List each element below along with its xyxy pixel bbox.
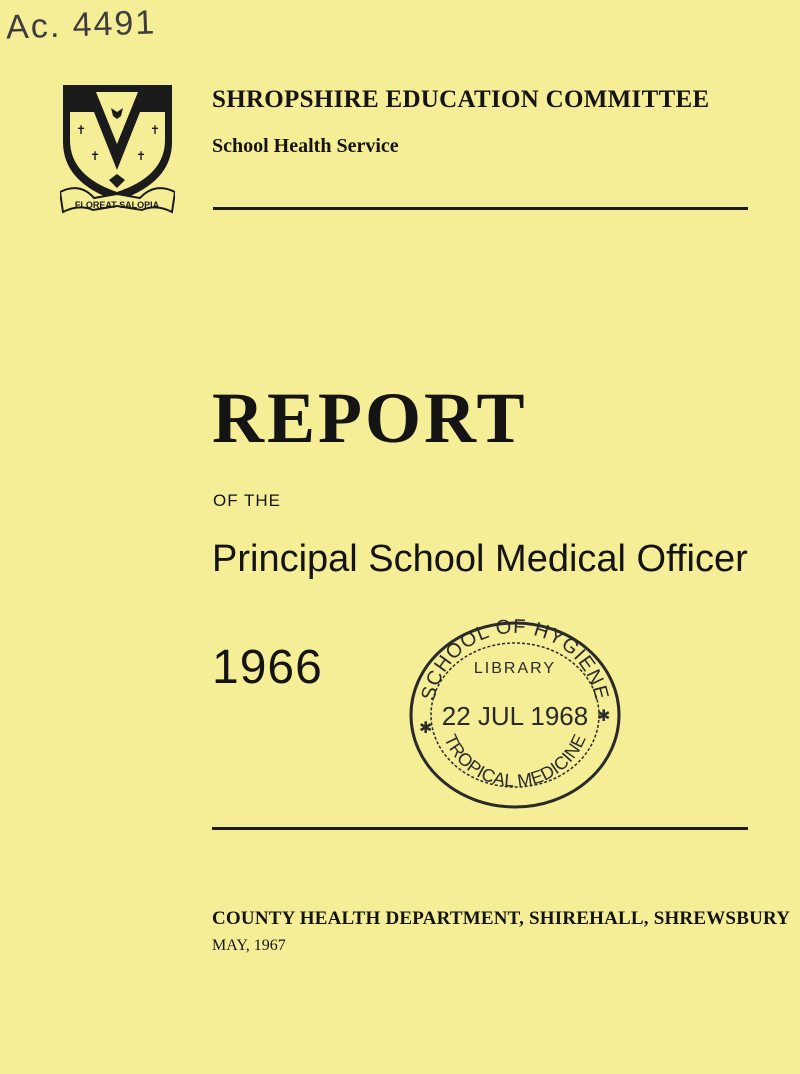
svg-text:✝: ✝ xyxy=(76,123,87,137)
svg-text:✝: ✝ xyxy=(90,149,101,163)
svg-text:TROPICAL MEDICINE xyxy=(440,731,589,791)
publication-date: MAY, 1967 xyxy=(212,937,286,954)
committee-title: SHROPSHIRE EDUCATION COMMITTEE xyxy=(212,86,710,113)
svg-text:✝: ✝ xyxy=(150,123,161,137)
of-the-label: OF THE xyxy=(213,491,282,510)
shropshire-crest-icon xyxy=(60,82,175,214)
library-date-stamp xyxy=(403,615,627,815)
stamp-bottom-text: TROPICAL MEDICINE xyxy=(440,731,590,791)
handwritten-accession-number: Ac. 4491 xyxy=(5,3,157,47)
stamp-library-text: LIBRARY xyxy=(473,660,557,677)
svg-text:FLOREAT SALOPIA: FLOREAT SALOPIA xyxy=(74,200,160,210)
stamp-date-text: 22 JUL 1968 xyxy=(441,701,589,731)
svg-text:✱: ✱ xyxy=(597,706,611,725)
officer-title: Principal School Medical Officer xyxy=(212,538,748,580)
report-heading: REPORT xyxy=(212,378,528,458)
bottom-divider xyxy=(212,827,748,830)
department-address: COUNTY HEALTH DEPARTMENT, SHIREHALL, SHREWSBURY xyxy=(212,908,791,929)
svg-text:✱: ✱ xyxy=(419,718,433,737)
top-divider xyxy=(213,207,748,210)
stamp-top-text: SCHOOL OF HYGIENE xyxy=(417,615,613,703)
report-year: 1966 xyxy=(212,641,323,694)
svg-text:✝: ✝ xyxy=(136,149,147,163)
service-subtitle: School Health Service xyxy=(212,135,399,157)
